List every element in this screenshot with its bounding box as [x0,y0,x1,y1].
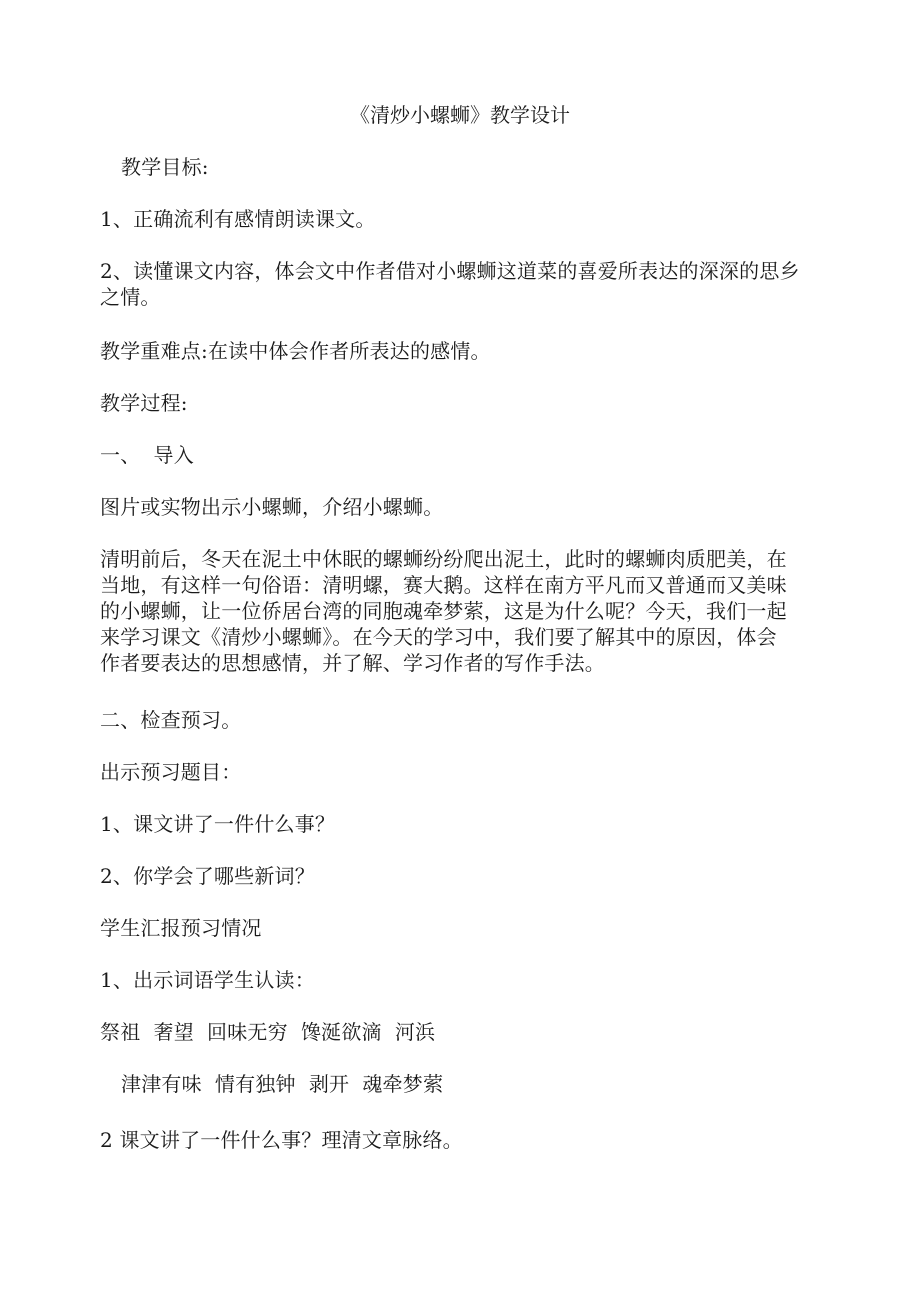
vocabulary-line-2: 津津有味 情有独钟 剥开 魂牵梦萦 [121,1072,444,1096]
key-points: 教学重难点:在读中体会作者所表达的感情。 [100,339,491,363]
intro-paragraph-line: 当地，有这样一句俗语：清明螺，赛大鹅。这样在南方平凡而又普通而又美味 [100,573,787,597]
process-heading: 教学过程: [100,391,188,415]
intro-paragraph-line: 来学习课文《清炒小螺蛳》。在今天的学习中，我们要了解其中的原因，体会 [100,625,777,649]
preview-question-2: 2、你学会了哪些新词？ [100,864,315,888]
intro-paragraph-line: 清明前后，冬天在泥土中休眠的螺蛳纷纷爬出泥土，此时的螺蛳肉质肥美，在 [100,547,787,571]
objective-2-line-2: 之情。 [100,285,161,309]
section-1-heading: 一、 导入 [100,443,194,467]
report-heading: 学生汇报预习情况 [100,916,262,940]
objectives-heading: 教学目标: [121,155,209,179]
intro-paragraph-line: 的小螺蛳，让一位侨居台湾的同胞魂牵梦萦，这是为什么呢？今天，我们一起 [100,599,787,623]
objective-2-line-1: 2、读懂课文内容，体会文中作者借对小螺蛳这道菜的喜爱所表达的深深的思乡 [100,259,800,283]
words-heading: 1、出示词语学生认读： [100,968,315,992]
objective-1: 1、正确流利有感情朗读课文。 [100,207,376,231]
vocabulary-line-1: 祭祖 奢望 回味无穷 馋涎欲滴 河浜 [100,1020,436,1044]
preview-heading: 出示预习题目： [100,760,242,784]
step-2: 2 课文讲了一件什么事？理清文章脉络。 [100,1128,463,1152]
intro-line: 图片或实物出示小螺蛳，介绍小螺蛳。 [100,495,444,519]
section-2-heading: 二、检查预习。 [100,708,242,732]
intro-paragraph-line: 作者要表达的思想感情，并了解、学习作者的写作手法。 [100,651,605,675]
preview-question-1: 1、课文讲了一件什么事？ [100,812,336,836]
document-title: 《清炒小螺蛳》教学设计 [350,103,570,127]
